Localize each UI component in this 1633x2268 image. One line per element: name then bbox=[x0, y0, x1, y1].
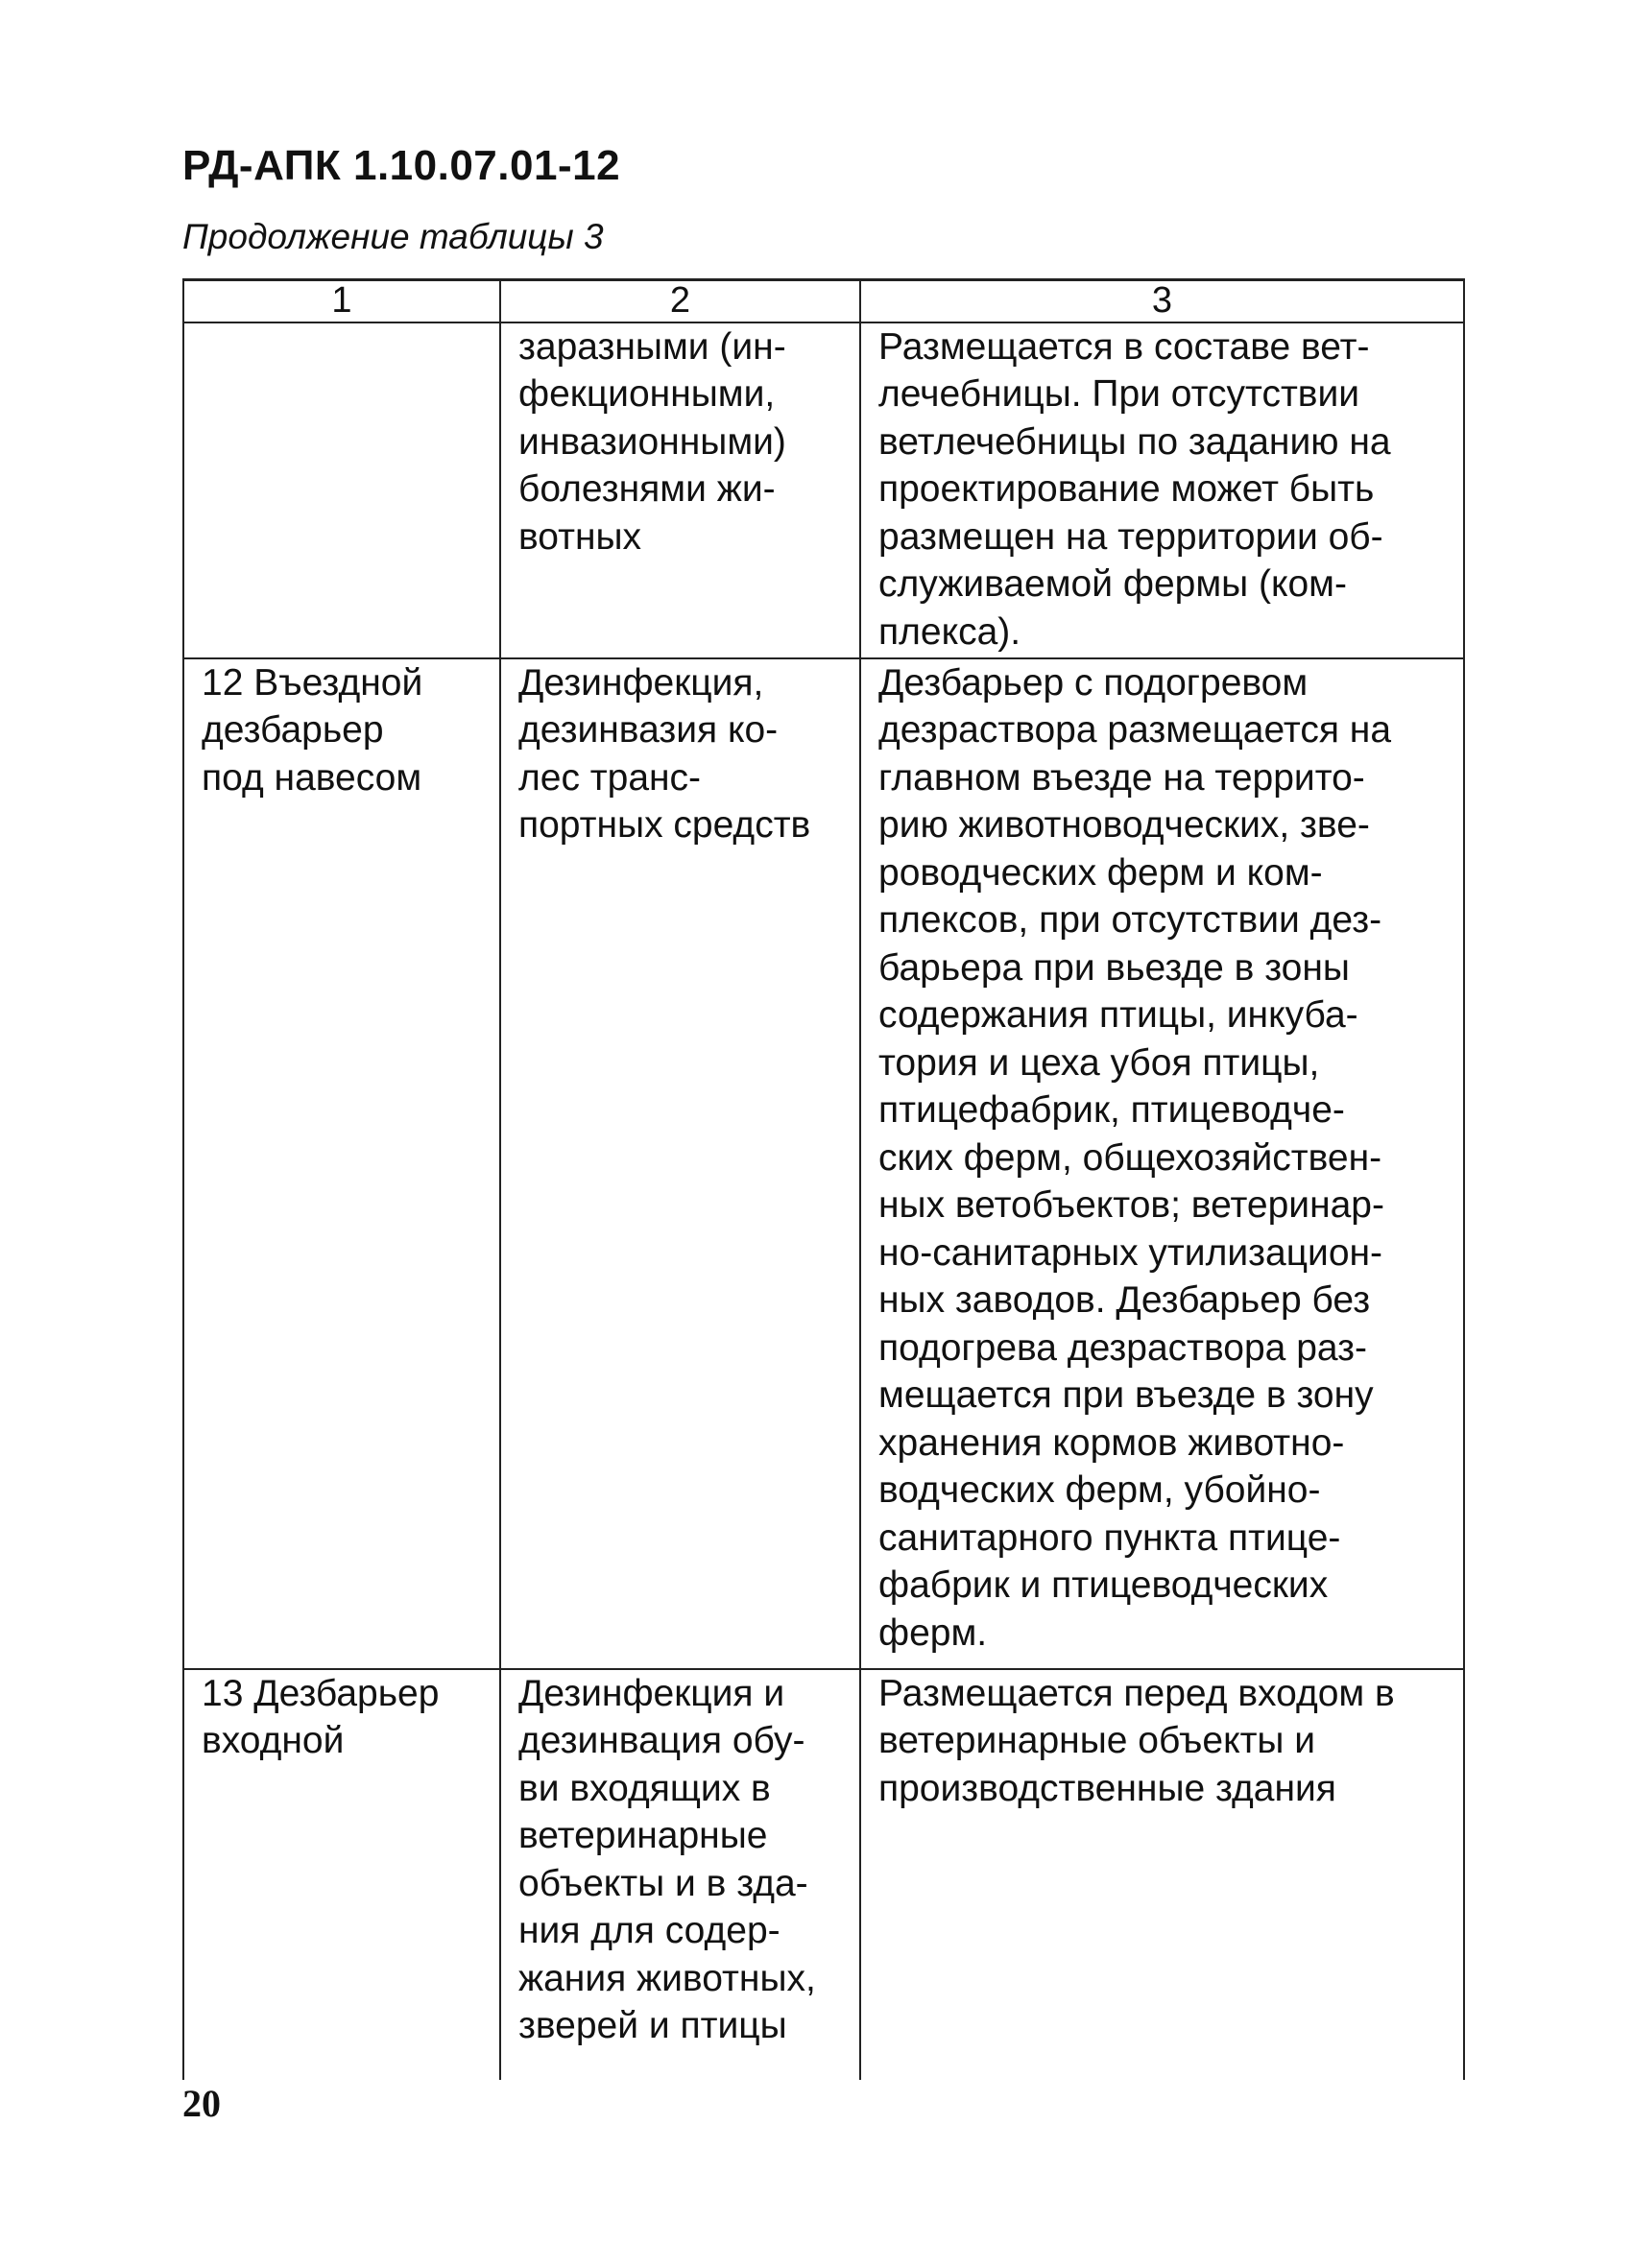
page-number: 20 bbox=[182, 2082, 221, 2125]
table-row bbox=[183, 1669, 1464, 2080]
cell-purpose: заразными (ин- фекционными, инвазионными) болезнями жи- вотных bbox=[500, 322, 860, 658]
table-row bbox=[183, 658, 1464, 1669]
cell-object bbox=[183, 322, 500, 658]
cell-purpose: Дезинфекция, дезинвазия ко- лес транс- портных средств bbox=[500, 658, 860, 1669]
column-header-1: 1 bbox=[183, 280, 500, 322]
continuation-table bbox=[182, 278, 1465, 2080]
table-caption: Продолжение таблицы 3 bbox=[182, 217, 604, 256]
cell-object: 12 Въездной дезбарьер под навесом bbox=[183, 658, 500, 1669]
cell-placement: Размещается перед входом в ветеринарные объекты и производственные здания bbox=[860, 1669, 1464, 2080]
column-header-3: 3 bbox=[860, 280, 1464, 322]
document-code: РД-АПК 1.10.07.01-12 bbox=[182, 142, 621, 189]
table-header-row bbox=[183, 280, 1464, 322]
cell-placement: Размещается в составе вет- лечебницы. При отсутствии ветлечебницы по заданию на проектирование может быть размещен на территории об- служиваемой фермы (ком- плекса). bbox=[860, 322, 1464, 658]
column-header-2: 2 bbox=[500, 280, 860, 322]
cell-placement: Дезбарьер с подогревом дезраствора размещается на главном въезде на террито- рию животноводческих, зве- роводческих ферм и ком- плексов, при отсутствии дез- барьера при вьезде в зоны содержания птицы, инкуба- тория и цеха убоя птицы, птицефабрик, птицеводче- ских ферм, общехозяйствен- ных ветобъектов; ветеринар- но-санитарных утилизацион- ных заводов. Дезбарьер без подогрева дезраствора раз- мещается при въезде в зону хранения кормов животно- водческих ферм, убойно- санитарного пункта птице- фабрик и птицеводческих ферм. bbox=[860, 658, 1464, 1669]
cell-object: 13 Дезбарьер входной bbox=[183, 1669, 500, 2080]
table-row bbox=[183, 322, 1464, 658]
cell-purpose: Дезинфекция и дезинвация обу- ви входящих в ветеринарные объекты и в зда- ния для содер- жания животных, зверей и птицы bbox=[500, 1669, 860, 2080]
